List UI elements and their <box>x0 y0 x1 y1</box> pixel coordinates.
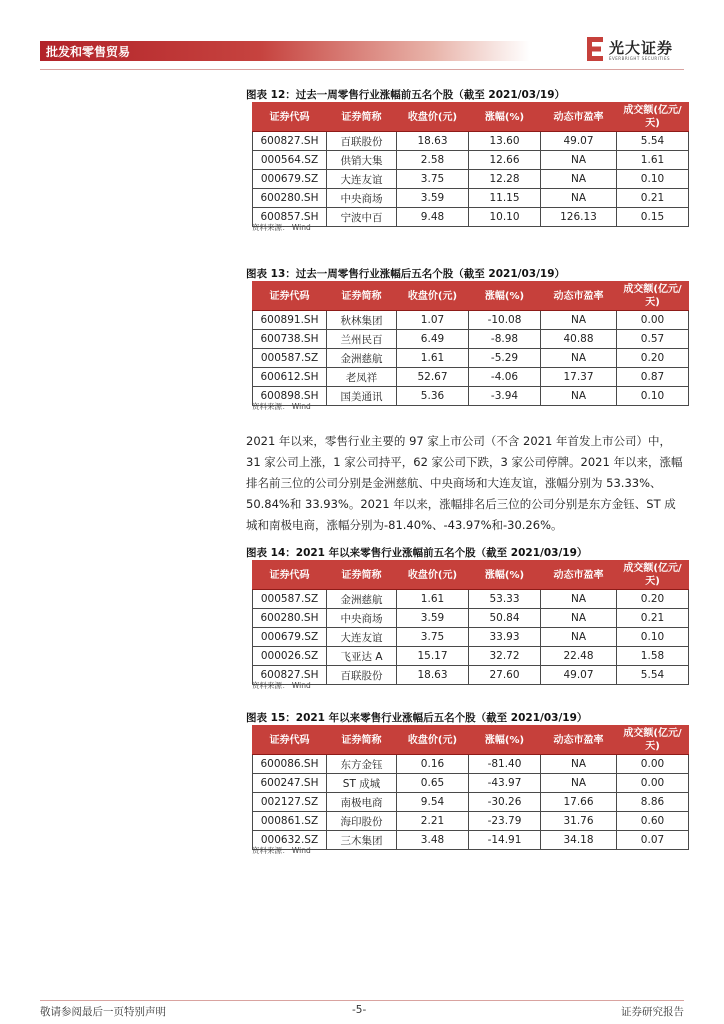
header-divider <box>40 69 684 70</box>
footer-divider <box>40 1000 684 1001</box>
footer-disclaimer: 敬请参阅最后一页特别声明 <box>40 1006 166 1018</box>
col-pe: 动态市盈率 <box>541 103 617 132</box>
source-note: 资料来源： Wind <box>252 681 311 690</box>
col-name: 证券简称 <box>327 561 397 590</box>
col-turnover: 成交额(亿元/天) <box>617 726 689 755</box>
table-row: 600891.SH 秋林集团 1.07 -10.08 NA 0.00 <box>253 311 689 330</box>
col-pe: 动态市盈率 <box>541 282 617 311</box>
table-header-row <box>253 282 689 311</box>
figure-title-12: 图表 12：过去一周零售行业涨幅前五名个股（截至 2021/03/19） <box>246 89 566 101</box>
col-code: 证券代码 <box>253 282 327 311</box>
brand-name: 光大证券 <box>609 39 674 57</box>
table-row: 000587.SZ 金洲慈航 1.61 53.33 NA 0.20 <box>253 590 689 609</box>
table-header-row <box>253 561 689 590</box>
brand-logo-icon <box>587 37 603 61</box>
col-turnover: 成交额(亿元/天) <box>617 282 689 311</box>
table-row: 000861.SZ 海印股份 2.21 -23.79 31.76 0.60 <box>253 812 689 831</box>
table-top5-week <box>252 102 689 227</box>
table-row: 600827.SH 百联股份 18.63 27.60 49.07 5.54 <box>253 666 689 685</box>
figure-title-14: 图表 14：2021 年以来零售行业涨幅前五名个股（截至 2021/03/19） <box>246 547 588 559</box>
table-row: 000679.SZ 大连友谊 3.75 33.93 NA 0.10 <box>253 628 689 647</box>
footer-report-type: 证券研究报告 <box>621 1006 684 1018</box>
table-row: 000679.SZ 大连友谊 3.75 12.28 NA 0.10 <box>253 170 689 189</box>
col-change: 涨幅(%) <box>469 726 541 755</box>
source-note: 资料来源： Wind <box>252 223 311 232</box>
table-bottom5-week <box>252 281 689 406</box>
table-row: 000564.SZ 供销大集 2.58 12.66 NA 1.61 <box>253 151 689 170</box>
table-row: 600827.SH 百联股份 18.63 13.60 49.07 5.54 <box>253 132 689 151</box>
table-header-row <box>253 103 689 132</box>
table-row: 600612.SH 老凤祥 52.67 -4.06 17.37 0.87 <box>253 368 689 387</box>
table-row: 600280.SH 中央商场 3.59 50.84 NA 0.21 <box>253 609 689 628</box>
col-change: 涨幅(%) <box>469 103 541 132</box>
col-name: 证券简称 <box>327 726 397 755</box>
col-code: 证券代码 <box>253 561 327 590</box>
brand-logo <box>587 35 687 65</box>
table-row: 000026.SZ 飞亚达 A 15.17 32.72 22.48 1.58 <box>253 647 689 666</box>
col-name: 证券简称 <box>327 282 397 311</box>
header-bar <box>40 41 530 61</box>
brand-subtitle: EVERBRIGHT SECURITIES <box>609 56 671 61</box>
col-close: 收盘价(元) <box>397 103 469 132</box>
table-row: 000587.SZ 金洲慈航 1.61 -5.29 NA 0.20 <box>253 349 689 368</box>
table-top5-ytd <box>252 560 689 685</box>
figure-title-15: 图表 15：2021 年以来零售行业涨幅后五名个股（截至 2021/03/19） <box>246 712 588 724</box>
page-number: -5- <box>352 1004 367 1016</box>
paragraph-text: 2021 年以来，零售行业主要的 97 家上市公司（不含 2021 年首发上市公司）中，31 家公司上涨，1 家公司持平，62 家公司下跌，3 家公司停牌。2021 年以来，涨幅排名前三位的公司分别是金洲慈航、中央商场和大连友谊，涨幅分别为 53.33%、50.84%和 33.93%。2021 年以来，涨幅排名后三位的公司分别是东方金钰、ST 成城和南极电商，涨幅分别为-81.40%、-43.97%和-30.26%。 <box>246 434 683 532</box>
col-code: 证券代码 <box>253 726 327 755</box>
col-turnover: 成交额(亿元/天) <box>617 561 689 590</box>
col-close: 收盘价(元) <box>397 282 469 311</box>
table-row: 600280.SH 中央商场 3.59 11.15 NA 0.21 <box>253 189 689 208</box>
figure-title-13: 图表 13：过去一周零售行业涨幅后五名个股（截至 2021/03/19） <box>246 268 566 280</box>
table-header-row <box>253 726 689 755</box>
table-row: 002127.SZ 南极电商 9.54 -30.26 17.66 8.86 <box>253 793 689 812</box>
table-row: 600247.SH ST 成城 0.65 -43.97 NA 0.00 <box>253 774 689 793</box>
source-note: 资料来源： Wind <box>252 402 311 411</box>
col-code: 证券代码 <box>253 103 327 132</box>
table-row: 600898.SH 国美通讯 5.36 -3.94 NA 0.10 <box>253 387 689 406</box>
col-close: 收盘价(元) <box>397 726 469 755</box>
table-row: 600086.SH 东方金钰 0.16 -81.40 NA 0.00 <box>253 755 689 774</box>
sector-label: 批发和零售贸易 <box>46 45 131 59</box>
col-change: 涨幅(%) <box>469 561 541 590</box>
source-note: 资料来源： Wind <box>252 846 311 855</box>
col-name: 证券简称 <box>327 103 397 132</box>
table-bottom5-ytd <box>252 725 689 850</box>
col-close: 收盘价(元) <box>397 561 469 590</box>
col-turnover: 成交额(亿元/天) <box>617 103 689 132</box>
col-change: 涨幅(%) <box>469 282 541 311</box>
col-pe: 动态市盈率 <box>541 726 617 755</box>
table-row: 600857.SH 宁波中百 9.48 10.10 126.13 0.15 <box>253 208 689 227</box>
col-pe: 动态市盈率 <box>541 561 617 590</box>
table-row: 600738.SH 兰州民百 6.49 -8.98 40.88 0.57 <box>253 330 689 349</box>
table-row: 000632.SZ 三木集团 3.48 -14.91 34.18 0.07 <box>253 831 689 850</box>
body-paragraph <box>246 431 684 536</box>
